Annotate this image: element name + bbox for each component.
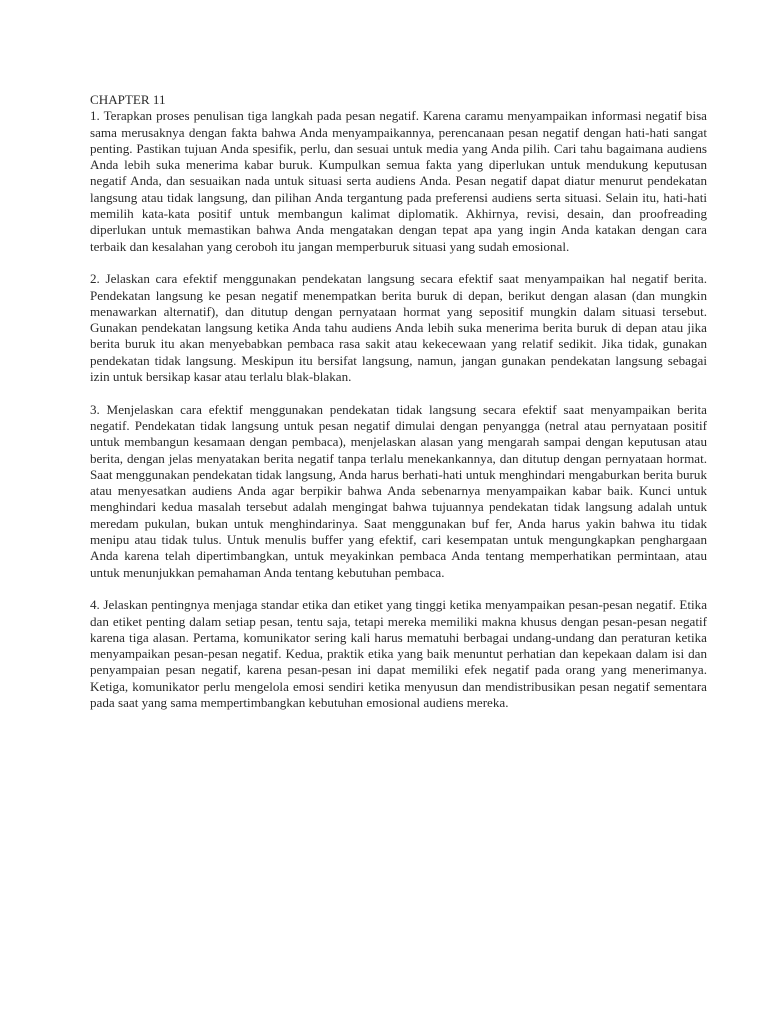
paragraph-3: 3. Menjelaskan cara efektif menggunakan pendekatan tidak langsung secara efektif saat menyampaikan berita negatif. Pendekatan tidak langsung untuk pesan negatif dimulai dengan penyangga (netral atau pernyataan positif untuk membangun kesamaan dengan pembaca), menjelaskan alasan yang mengarah sampai dengan keputusan atau berita, dengan jelas menyatakan berita negatif tanpa terlalu menekankannya, dan ditutup dengan pernyataan hormat. Saat menggunakan pendekatan tidak langsung, Anda harus berhati-hati untuk menghindari mengaburkan berita buruk atau menyesatkan audiens Anda agar berpikir bahwa Anda sebenarnya menyampaikan kabar baik. Kunci untuk menghindari kedua masalah tersebut adalah mengingat bahwa tujuannya pendekatan tidak langsung adalah untuk meredam pukulan, bukan untuk menghindarinya. Saat menggunakan buf fer, Anda harus yakin bahwa itu tidak menipu atau tidak tulus. Untuk menulis buffer yang efektif, cari kesempatan untuk mengungkapkan penghargaan Anda karena telah dipertimbangkan, untuk meyakinkan pembaca Anda tentang memperhatikan permintaan, atau untuk menunjukkan pemahaman Anda tentang kebutuhan pembaca. — [90, 401, 707, 580]
paragraph-4: 4. Jelaskan pentingnya menjaga standar etika dan etiket yang tinggi ketika menyampaikan pesan-pesan negatif. Etika dan etiket penting dalam setiap pesan, tentu saja, tetapi mereka memiliki makna khusus dengan pesan-pesan negatif karena tiga alasan. Pertama, komunikator sering kali harus mematuhi berbagai undang-undang dan peraturan ketika menyampaikan pesan-pesan negatif. Kedua, praktik etika yang baik menuntut perhatian dan kepekaan dalam isi dan penyampaian pesan negatif, karena pesan-pesan ini dapat memiliki efek negatif pada orang yang menerimanya. Ketiga, komunikator perlu mengelola emosi sendiri ketika menyusun dan mendistribusikan pesan negatif sementara pada saat yang sama mempertimbangkan kebutuhan emosional audiens mereka. — [90, 597, 707, 710]
paragraph-1: 1. Terapkan proses penulisan tiga langkah pada pesan negatif. Karena caramu menyampaikan informasi negatif bisa sama merusaknya dengan fakta bahwa Anda menyampaikannya, perencanaan pesan negatif dengan hati-hati sangat penting. Pastikan tujuan Anda spesifik, perlu, dan sesuai untuk media yang Anda pilih. Cari tahu bagaimana audiens Anda lebih suka menerima kabar buruk. Kumpulkan semua fakta yang diperlukan untuk mendukung keputusan negatif Anda, dan sesuaikan nada untuk situasi serta audiens Anda. Pesan negatif dapat diatur menurut pendekatan langsung atau tidak langsung, dan pilihan Anda tergantung pada preferensi audiens serta situasi. Selain itu, hati-hati memilih kata-kata positif untuk membangun kalimat diplomatik. Akhirnya, revisi, desain, dan proofreading diperlukan untuk memastikan bahwa Anda mengatakan dengan tepat apa yang ingin Anda katakan dengan cara terbaik dan kesalahan yang ceroboh itu jangan memperburuk situasi yang sudah emosional. — [90, 108, 707, 254]
document-page — [90, 92, 707, 728]
chapter-title: CHAPTER 11 — [90, 92, 166, 107]
paragraph-2: 2. Jelaskan cara efektif menggunakan pendekatan langsung secara efektif saat menyampaikan hal negatif berita. Pendekatan langsung ke pesan negatif menempatkan berita buruk di depan, berikut dengan alasan (dan mungkin menawarkan alternatif), dan ditutup dengan pernyataan hormat yang sepositif mungkin dalam situasi tersebut. Gunakan pendekatan langsung ketika Anda tahu audiens Anda lebih suka menerima berita buruk di depan atau jika berita buruk itu akan menyebabkan pembaca rasa sakit atau kekecewaan yang relatif sedikit. Jika tidak, gunakan pendekatan tidak langsung. Meskipun itu bersifat langsung, namun, jangan gunakan pendekatan langsung sebagai izin untuk bersikap kasar atau terlalu blak-blakan. — [90, 271, 707, 385]
